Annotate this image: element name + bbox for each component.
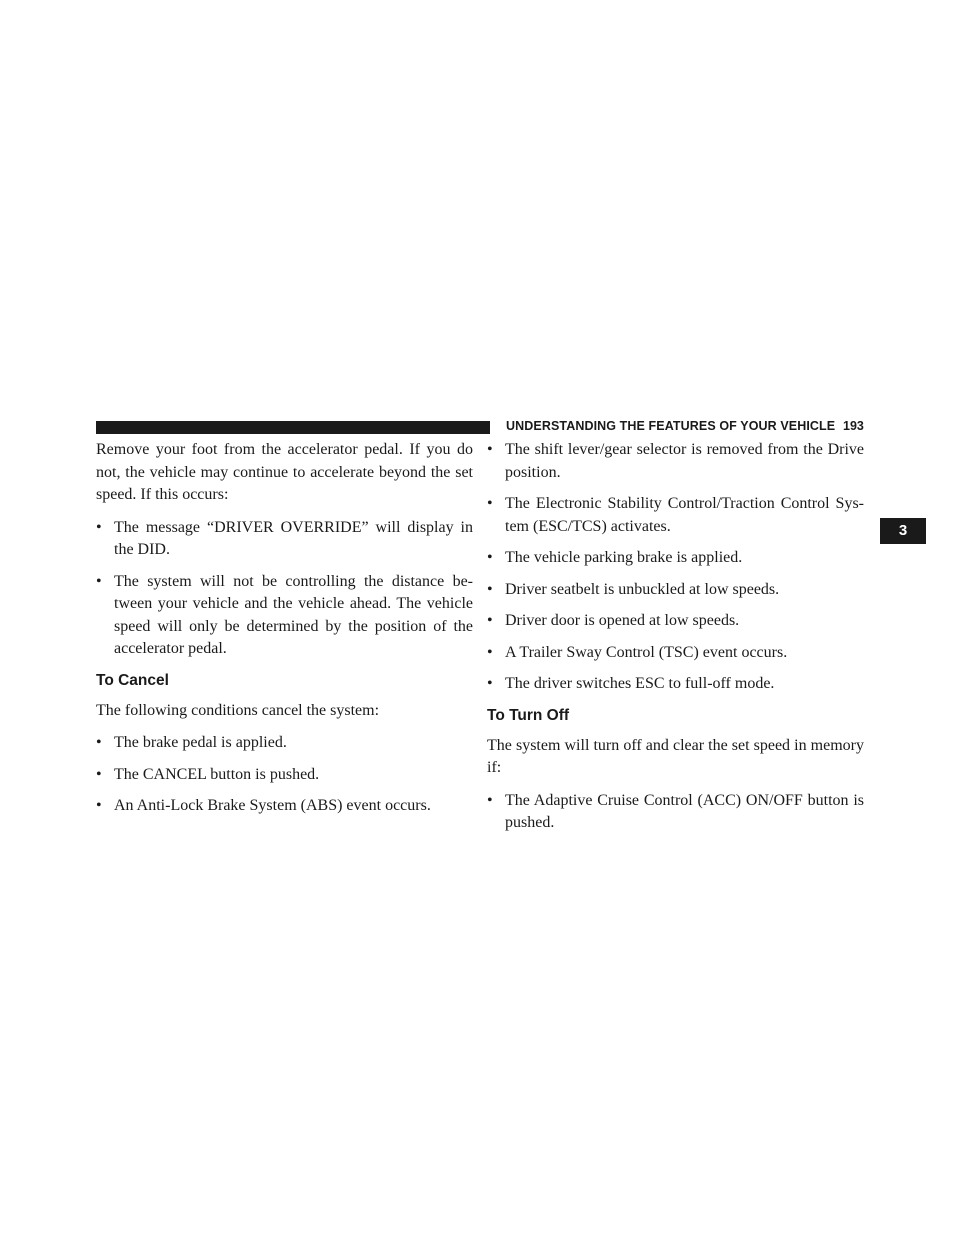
bullet-icon: • — [96, 572, 102, 590]
chapter-tab[interactable]: 3 — [880, 518, 926, 544]
list-item: • An Anti-Lock Brake System (ABS) event occurs. — [96, 795, 473, 818]
running-header: UNDERSTANDING THE FEATURES OF YOUR VEHICLE — [506, 419, 836, 433]
page-number: 193 — [843, 419, 864, 433]
list-item: • The system will not be controlling the distance be- tween your vehicle and the vehicle ahead. The vehicle speed will only be determined by the position of the accelerator pedal. — [96, 572, 473, 657]
right-column — [487, 439, 864, 844]
bullet-icon: • — [96, 797, 102, 814]
list-item: • The brake pedal is applied. — [96, 732, 473, 755]
turn-off-intro-paragraph: The system will turn off and clear the set speed in memory if: — [487, 736, 864, 776]
list-item: • The driver switches ESC to full-off mode. — [487, 673, 864, 696]
list-item: • Driver door is opened at low speeds. — [487, 610, 864, 633]
list-item: • The message “DRIVER OVERRIDE” will display in the DID. — [96, 518, 473, 558]
cancel-intro-paragraph: The following conditions cancel the system: — [96, 701, 380, 719]
list-item: • The CANCEL button is pushed. — [96, 764, 473, 787]
bullet-icon: • — [487, 612, 493, 629]
section-heading-to-turn-off: To Turn Off — [487, 706, 570, 724]
left-column — [96, 439, 473, 827]
list-item: • The vehicle parking brake is applied. — [487, 547, 864, 570]
list-item: • The Electronic Stability Control/Traction Control Sys- tem (ESC/TCS) activates. — [487, 495, 864, 535]
list-item: • Driver seatbelt is unbuckled at low speeds. — [487, 579, 864, 602]
bullet-icon: • — [487, 791, 493, 809]
turn-off-bullet-list — [487, 790, 864, 835]
list-item: • The shift lever/gear selector is removed from the Drive position. — [487, 441, 864, 481]
bullet-icon: • — [487, 675, 493, 692]
list-item: • A Trailer Sway Control (TSC) event occurs. — [487, 642, 864, 665]
bullet-icon: • — [487, 441, 493, 458]
bullet-icon: • — [487, 580, 493, 598]
bullet-icon: • — [96, 734, 102, 751]
bullet-icon: • — [96, 765, 102, 783]
list-item: • The Adaptive Cruise Control (ACC) ON/OFF button is pushed. — [487, 791, 864, 831]
intro-paragraph: Remove your foot from the accelerator pedal. If you do not, the vehicle may continue to accelerate beyond the set speed. If this occurs: — [96, 441, 473, 503]
override-bullet-list — [96, 517, 473, 661]
bullet-icon: • — [487, 643, 493, 661]
bullet-icon: • — [487, 495, 493, 512]
bullet-icon: • — [487, 549, 493, 566]
section-heading-to-cancel: To Cancel — [96, 671, 169, 689]
header-rule — [96, 421, 490, 434]
bullet-icon: • — [96, 518, 102, 536]
cancel-bullet-list — [96, 732, 473, 818]
cancel-bullet-list-continued — [487, 439, 864, 696]
